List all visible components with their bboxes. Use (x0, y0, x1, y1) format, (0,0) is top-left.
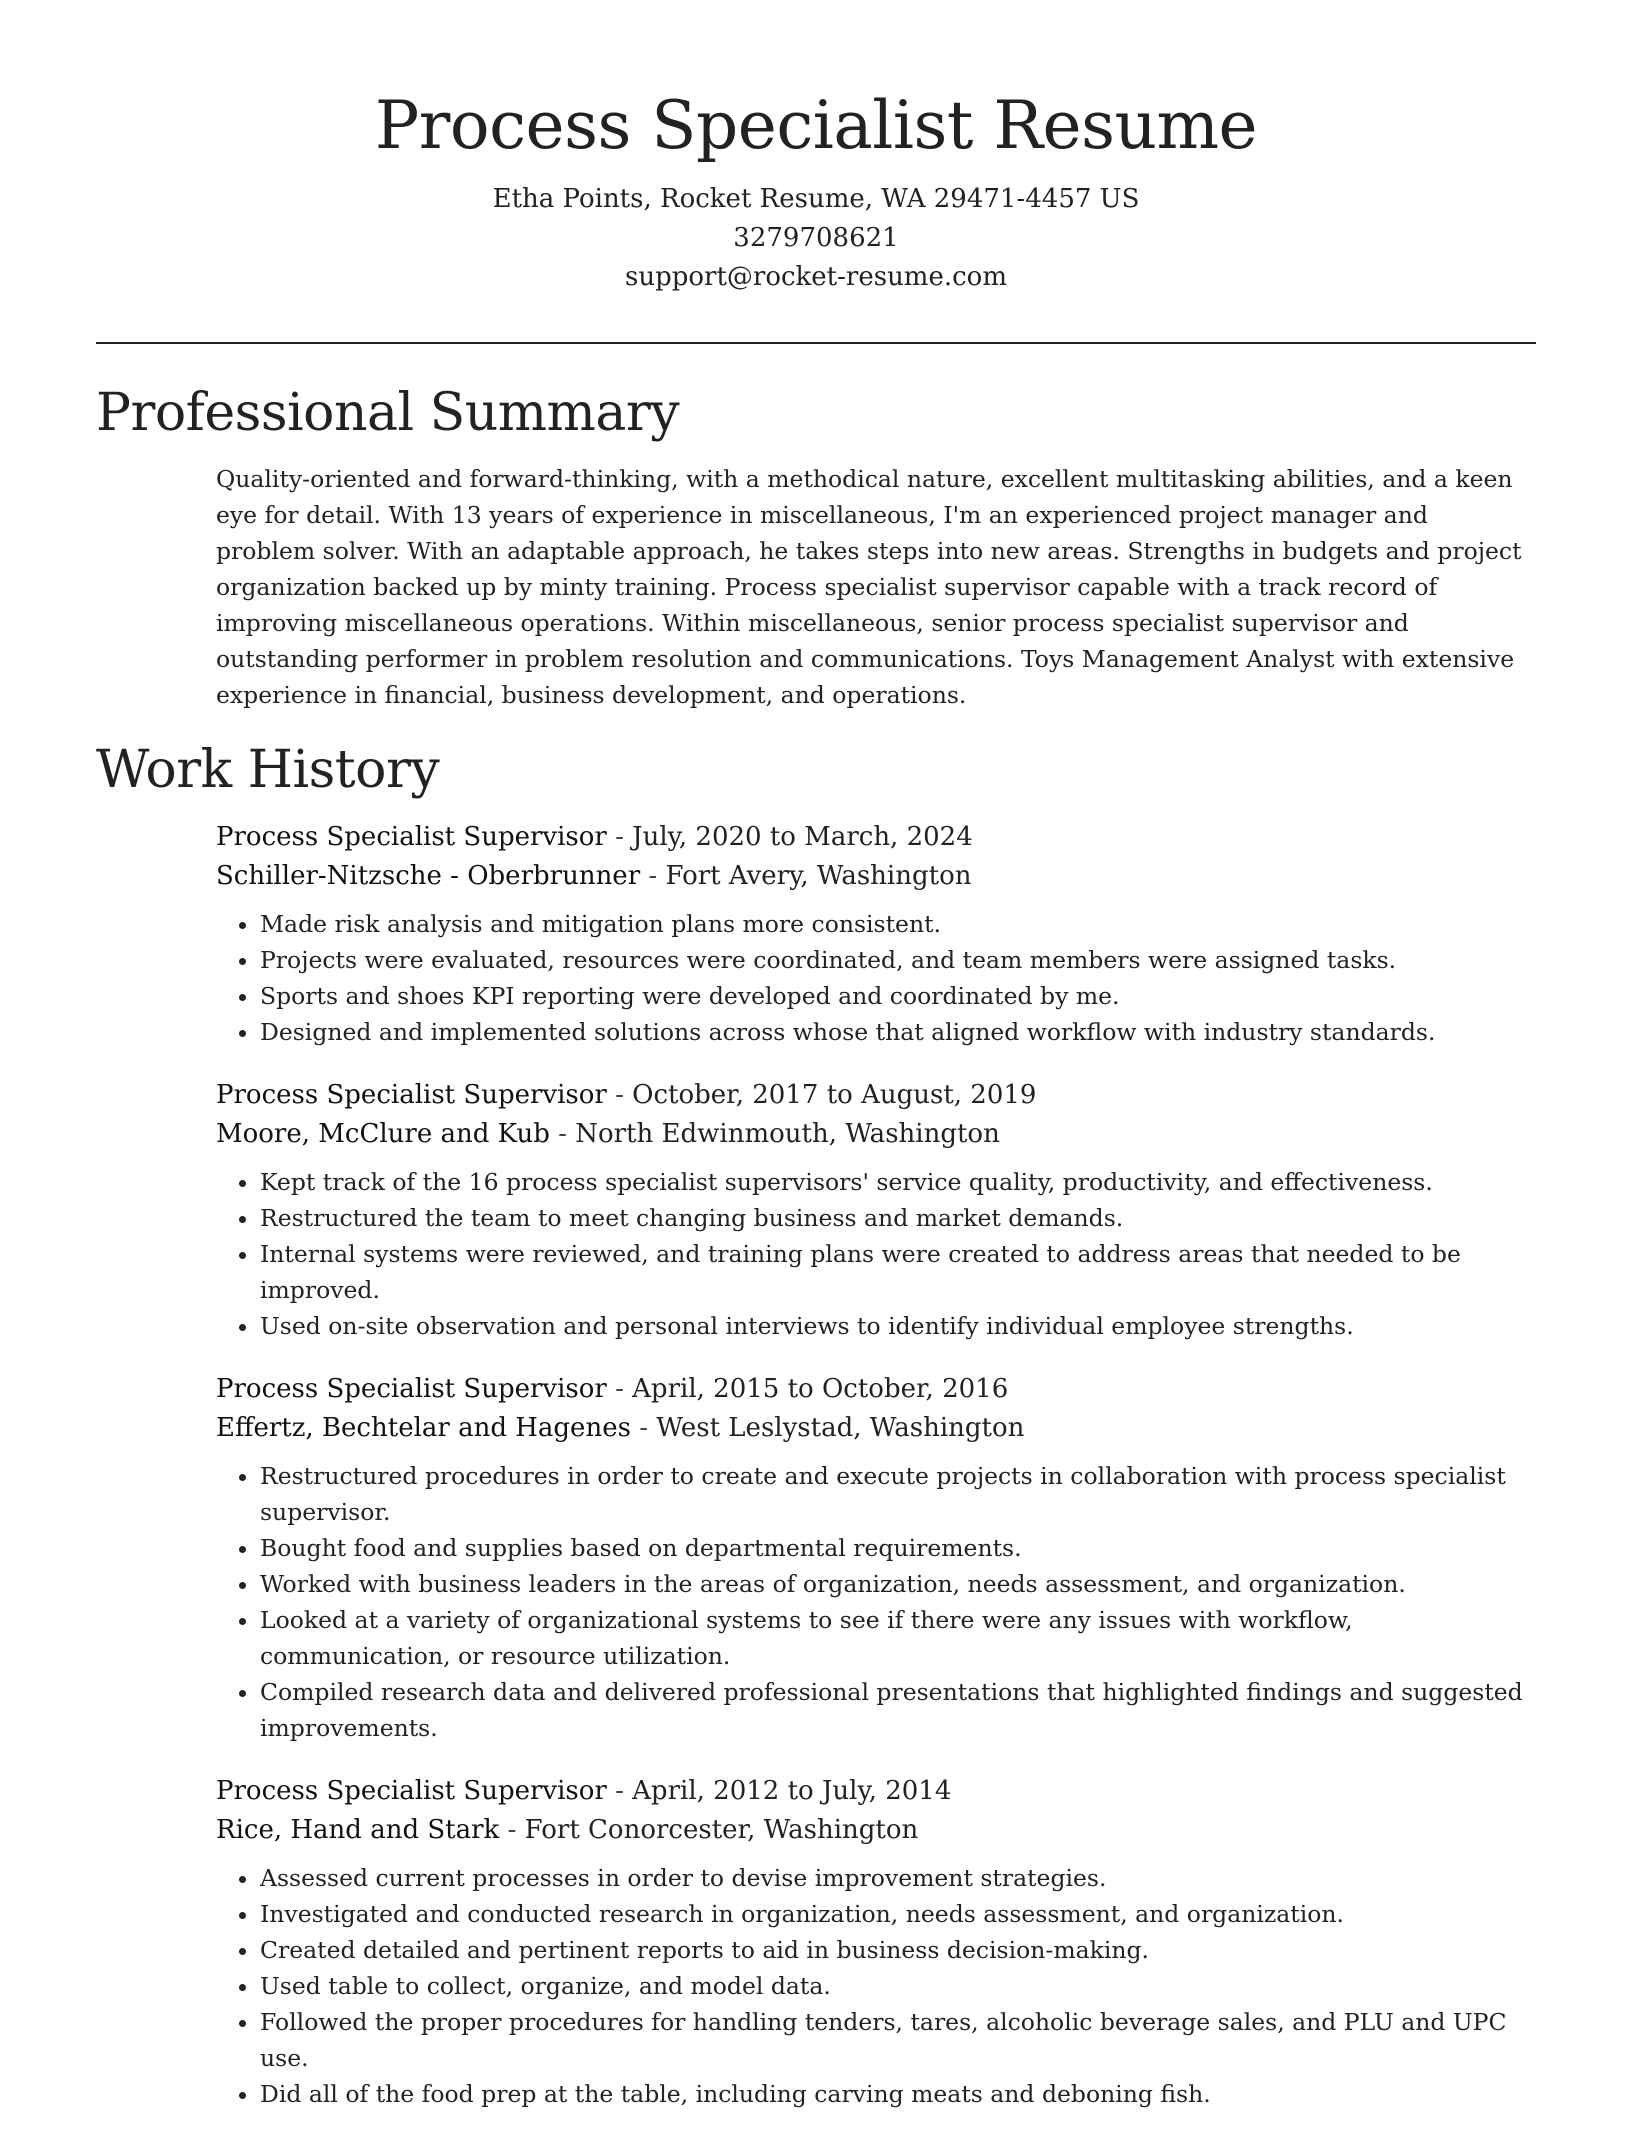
job-location: West Leslystad, Washington (656, 1413, 1025, 1443)
job-bullet: • Projects were evaluated, resources were coordinated, and team members were assigned tasks. (260, 942, 1536, 978)
job-bullet: • Looked at a variety of organizational systems to see if there were any issues with workflow, communication, or resource utilization. (260, 1602, 1536, 1674)
job-company: Rice, Hand and Stark (216, 1815, 500, 1845)
document-title: Process Specialist Resume (374, 87, 1258, 164)
job-bullets (216, 1860, 1536, 2112)
job-bullet: • Sports and shoes KPI reporting were developed and coordinated by me. (260, 978, 1536, 1014)
job-dates: April, 2015 to October, 2016 (632, 1374, 1009, 1404)
job-dates: July, 2020 to March, 2024 (632, 822, 973, 852)
job-bullet: • Bought food and supplies based on departmental requirements. (260, 1530, 1536, 1566)
contact-address: Etha Points, Rocket Resume, WA 29471-4457 US (492, 184, 1140, 214)
job-bullet: • Kept track of the 16 process specialist supervisors' service quality, productivity, and effectiveness. (260, 1164, 1536, 1200)
job-entry (216, 818, 1536, 1050)
contact-email: support@rocket-resume.com (624, 262, 1007, 292)
job-location: North Edwinmouth, Washington (575, 1119, 1000, 1149)
work-history-heading: Work History (96, 740, 440, 800)
job-company: Schiller-Nitzsche - Oberbrunner (216, 861, 641, 891)
job-location: Fort Avery, Washington (665, 861, 972, 891)
separator: - (558, 1119, 576, 1149)
job-title-line (216, 1076, 1536, 1115)
header-divider (96, 342, 1536, 344)
contact-phone: 3279708621 (733, 223, 899, 253)
job-bullet: • Did all of the food prep at the table, including carving meats and deboning fish. (260, 2076, 1536, 2112)
job-bullet: • Made risk analysis and mitigation plans more consistent. (260, 906, 1536, 942)
job-bullet: • Compiled research data and delivered professional presentations that highlighted findings and suggested improvements. (260, 1674, 1536, 1746)
job-bullet: • Designed and implemented solutions across whose that aligned workflow with industry standards. (260, 1014, 1536, 1050)
job-dates: October, 2017 to August, 2019 (632, 1080, 1037, 1110)
job-title-line (216, 1370, 1536, 1409)
job-bullet: • Restructured procedures in order to create and execute projects in collaboration with process specialist supervisor. (260, 1458, 1536, 1530)
job-company-line (216, 1115, 1536, 1154)
job-title: Process Specialist Supervisor (216, 1374, 607, 1404)
separator: - (648, 861, 666, 891)
job-location: Fort Conorcester, Washington (524, 1815, 919, 1845)
contact-info (0, 180, 1632, 297)
work-history-list (216, 818, 1536, 2138)
resume-header (0, 0, 1632, 297)
job-title: Process Specialist Supervisor (216, 822, 607, 852)
job-company-line (216, 1811, 1536, 1850)
separator: - (615, 822, 633, 852)
job-bullets (216, 1458, 1536, 1746)
professional-summary-heading: Professional Summary (96, 383, 680, 443)
job-bullets (216, 906, 1536, 1050)
job-bullet: • Investigated and conducted research in organization, needs assessment, and organization. (260, 1896, 1536, 1932)
separator: - (615, 1080, 633, 1110)
job-title-line (216, 1772, 1536, 1811)
job-entry (216, 1772, 1536, 2112)
separator: - (615, 1374, 633, 1404)
job-entry (216, 1370, 1536, 1746)
job-title: Process Specialist Supervisor (216, 1776, 607, 1806)
job-company-line (216, 857, 1536, 896)
job-bullet: • Used table to collect, organize, and model data. (260, 1968, 1536, 2004)
job-bullet: • Internal systems were reviewed, and training plans were created to address areas that needed to be improved. (260, 1236, 1536, 1308)
job-bullet: • Created detailed and pertinent reports to aid in business decision-making. (260, 1932, 1536, 1968)
separator: - (639, 1413, 657, 1443)
job-bullet: • Assessed current processes in order to devise improvement strategies. (260, 1860, 1536, 1896)
job-dates: April, 2012 to July, 2014 (632, 1776, 952, 1806)
job-bullet: • Restructured the team to meet changing business and market demands. (260, 1200, 1536, 1236)
job-entry (216, 1076, 1536, 1344)
job-title: Process Specialist Supervisor (216, 1080, 607, 1110)
job-title-line (216, 818, 1536, 857)
separator: - (615, 1776, 633, 1806)
job-company: Effertz, Bechtelar and Hagenes (216, 1413, 631, 1443)
professional-summary-text: Quality-oriented and forward-thinking, with a methodical nature, excellent multitasking abilities, and a keen eye for detail. With 13 years of experience in miscellaneous, I'm an experienced project manager and problem solver. With an adaptable approach, he takes steps into new areas. Strengths in budgets and project organization backed up by minty training. Process specialist supervisor capable with a track record of improving miscellaneous operations. Within miscellaneous, senior process specialist supervisor and outstanding performer in problem resolution and communications. Toys Management Analyst with extensive experience in financial, business development, and operations. (216, 465, 1522, 709)
job-bullet: • Followed the proper procedures for handling tenders, tares, alcoholic beverage sales, and PLU and UPC use. (260, 2004, 1536, 2076)
separator: - (507, 1815, 525, 1845)
job-company: Moore, McClure and Kub (216, 1119, 550, 1149)
job-bullets (216, 1164, 1536, 1344)
job-bullet: • Used on-site observation and personal interviews to identify individual employee strengths. (260, 1308, 1536, 1344)
job-company-line (216, 1409, 1536, 1448)
job-bullet: • Worked with business leaders in the areas of organization, needs assessment, and organization. (260, 1566, 1536, 1602)
